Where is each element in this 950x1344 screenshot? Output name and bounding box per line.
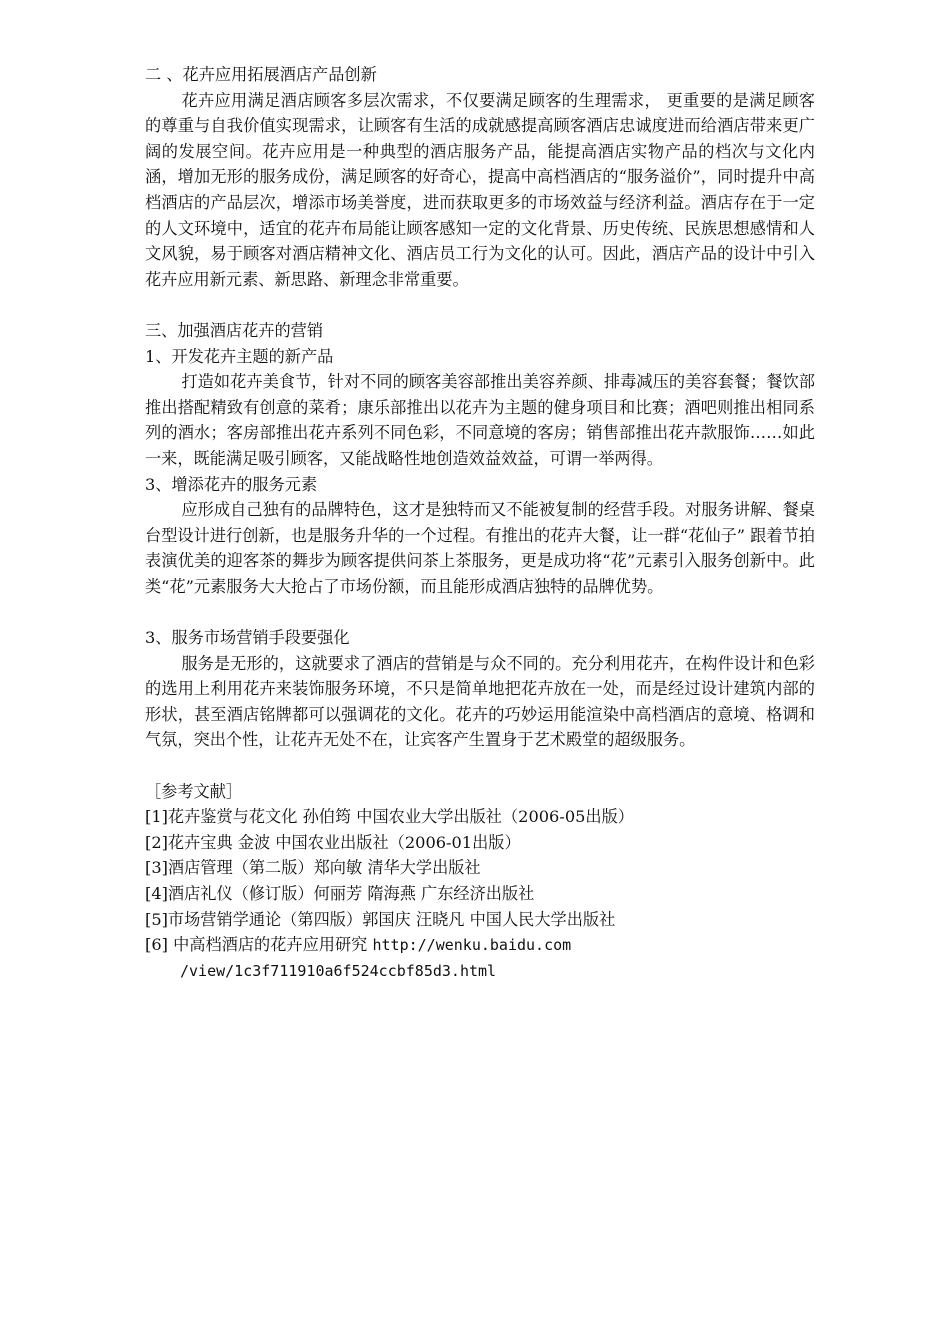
subsection-2-paragraph: 应形成自己独有的品牌特色，这才是独特而又不能被复制的经营手段。对服务讲解、餐桌台型设计进行创新，也是服务升华的一个过程。有推出的花卉大餐，让一群“花仙子” 跟着节拍表演优美的迎客茶的舞步为顾客提供问茶上茶服务，更是成功将“花”元素引入服务创新中。此类“花”元素服务大大抢占了市场份额，而且能形成酒店独特的品牌优势。 — [145, 500, 815, 596]
reference-6-url-continuation: /view/1c3f711910a6f524ccbf85d3.html — [180, 961, 497, 980]
section-3-heading: 三、加强酒店花卉的营销 — [145, 320, 324, 340]
section-2-paragraph: 花卉应用满足酒店顾客多层次需求，不仅要满足顾客的生理需求， 更重要的是满足顾客的尊重与自我价值实现需求，让顾客有生活的成就感提高顾客酒店忠诚度进而给酒店带来更广阔的发展空间。花卉应用是一种典型的酒店服务产品，能提高酒店实物产品的档次与文化内涵，增加无形的服务成份，满足顾客的好奇心，提高中高档酒店的“服务溢价”，同时提升中高档酒店的产品层次，增添市场美誉度，进而获取更多的市场效益与经济利益。酒店存在于一定的人文环境中，适宜的花卉布局能让顾客感知一定的文化背景、历史传统、民族思想感情和人文风貌，易于顾客对酒店精神文化、酒店员工行为文化的认可。因此，酒店产品的设计中引入花卉应用新元素、新思路、新理念非常重要。 — [145, 90, 815, 289]
reference-item: [3]酒店管理（第二版）郑向敏 清华大学出版社 — [145, 858, 481, 878]
subsection-3-heading: 3、服务市场营销手段要强化 — [145, 628, 350, 648]
reference-item: [2]花卉宝典 金波 中国农业出版社（2006-01出版） — [145, 832, 521, 852]
spacer — [145, 753, 815, 779]
references-title: ［参考文献］ — [145, 781, 243, 801]
spacer — [145, 599, 815, 625]
reference-6-url: http://wenku.baidu.com — [372, 936, 572, 955]
section-2-heading: 二 、花卉应用拓展酒店产品创新 — [145, 65, 377, 84]
subsection-1-heading: 1、开发花卉主题的新产品 — [145, 346, 334, 366]
reference-item: [4]酒店礼仪（修订版）何丽芳 隋海燕 广东经济出版社 — [145, 884, 535, 903]
reference-item-6 — [145, 932, 815, 959]
subsection-3-paragraph: 服务是无形的，这就要求了酒店的营销是与众不同的。充分利用花卉，在构件设计和色彩的选用上利用花卉来装饰服务环境，不只是简单地把花卉放在一处，而是经过设计建筑内部的形状，甚至酒店铭牌都可以强调花的文化。花卉的巧妙运用能渲染中高档酒店的意境、格调和气氛，突出个性，让花卉无处不在，让宾客产生置身于艺术殿堂的超级服务。 — [145, 653, 815, 750]
reference-6-title: [6] 中高档酒店的花卉应用研究 — [145, 935, 373, 955]
spacer — [145, 292, 815, 318]
document-page — [145, 62, 815, 984]
reference-item: [1]花卉鉴赏与花文化 孙伯筠 中国农业大学出版社（2006-05出版） — [145, 807, 634, 827]
reference-item: [5]市场营销学通论（第四版）郭国庆 汪晓凡 中国人民大学出版社 — [145, 909, 616, 929]
subsection-1-paragraph: 打造如花卉美食节，针对不同的顾客美容部推出美容养颜、排毒减压的美容套餐；餐饮部推出搭配精致有创意的菜肴；康乐部推出以花卉为主题的健身项目和比赛；酒吧则推出相同系列的酒水；客房部推出花卉系列不同色彩，不同意境的客房；销售部推出花卉款服饰……如此一来，既能满足吸引顾客，又能战略性地创造效益效益，可谓一举两得。 — [145, 372, 815, 468]
subsection-2-heading: 3、增添花卉的服务元素 — [145, 474, 318, 494]
